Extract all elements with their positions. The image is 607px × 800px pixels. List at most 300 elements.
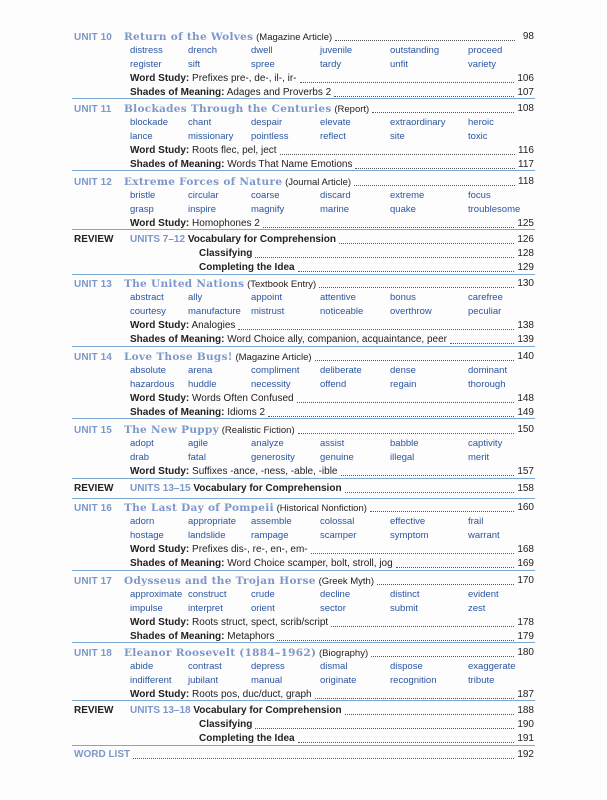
- unit-genre: (Journal Article): [285, 177, 352, 188]
- dot-leader: [255, 247, 514, 258]
- vocab-word: impulse: [130, 603, 163, 614]
- review-units: UNITS 13–18: [130, 705, 191, 716]
- review-title: [74, 247, 252, 261]
- subsection-label: Shades of Meaning:: [130, 631, 225, 642]
- vocab-word: genuine: [320, 452, 354, 463]
- vocab-word: decline: [320, 589, 351, 600]
- review-item: Completing the Idea: [199, 262, 295, 273]
- review-title: [74, 732, 295, 746]
- review-line: [74, 732, 534, 746]
- vocab-word: unfit: [390, 59, 408, 70]
- vocab-word: pointless: [251, 131, 289, 142]
- unit-entry: [74, 350, 534, 420]
- unit-title: Love Those Bugs!: [124, 351, 233, 363]
- vocab-word: originate: [320, 675, 357, 686]
- vocab-word-row: [74, 451, 534, 465]
- unit-number: UNIT 11: [74, 104, 112, 115]
- page-number: 168: [517, 544, 534, 555]
- dot-leader: [311, 543, 515, 554]
- unit-entry: [74, 102, 534, 172]
- unit-title: Extreme Forces of Nature: [124, 176, 283, 188]
- vocab-word: compliment: [251, 365, 300, 376]
- subsection-label: Shades of Meaning:: [130, 334, 225, 345]
- vocab-word: drab: [130, 452, 150, 463]
- review-line: [74, 233, 534, 247]
- page-number: 130: [517, 278, 534, 289]
- subsection-text: Roots struct, spect, scrib/script: [192, 617, 329, 628]
- page-number: 98: [522, 31, 534, 42]
- dot-leader: [450, 333, 514, 344]
- page-number: 106: [517, 73, 534, 84]
- subsection-line: [130, 543, 534, 557]
- subsection-text: Adages and Proverbs 2: [226, 87, 332, 98]
- vocab-word: quake: [390, 204, 416, 215]
- unit-entry: [74, 423, 534, 479]
- subsection-text: Metaphors: [227, 631, 275, 642]
- vocab-word: reflect: [320, 131, 346, 142]
- vocab-word: overthrow: [390, 306, 432, 317]
- subsection-line: [130, 465, 534, 479]
- subsection-text: Suffixes -ance, -ness, -able, -ible: [192, 466, 338, 477]
- vocab-word: despair: [251, 117, 283, 128]
- vocab-word: arena: [188, 365, 213, 376]
- subsection-label: Shades of Meaning:: [130, 159, 225, 170]
- dot-leader: [319, 277, 514, 288]
- dot-leader: [263, 217, 514, 228]
- unit-heading: [74, 350, 312, 365]
- vocab-word: magnify: [251, 204, 285, 215]
- page-number: 150: [517, 424, 534, 435]
- dot-leader: [377, 574, 514, 585]
- vocab-word: jubilant: [188, 675, 219, 686]
- vocab-word: generosity: [251, 452, 295, 463]
- dot-leader: [315, 350, 515, 361]
- vocab-word: attentive: [320, 292, 356, 303]
- vocab-word: bristle: [130, 190, 156, 201]
- subsection-title: [130, 557, 393, 571]
- section-divider: [72, 346, 535, 347]
- vocab-word: analyze: [251, 438, 284, 449]
- subsection-title: [130, 543, 308, 557]
- subsection-title: [130, 72, 297, 86]
- vocab-word-row: [74, 437, 534, 451]
- unit-entry: [74, 277, 534, 347]
- vocab-word-row: [74, 130, 534, 144]
- dot-leader: [238, 319, 514, 330]
- subsection-text: Word Choice scamper, bolt, stroll, jog: [227, 558, 393, 569]
- review-entry: [74, 233, 534, 275]
- review-title: [74, 261, 295, 275]
- review-entry: [74, 704, 534, 746]
- vocab-word: register: [130, 59, 162, 70]
- section-divider: [72, 570, 535, 571]
- dot-leader: [298, 423, 515, 434]
- unit-header-line: [74, 277, 534, 291]
- dot-leader: [298, 261, 515, 272]
- vocab-word: troublesome: [468, 204, 521, 215]
- page-number: 108: [517, 103, 534, 114]
- review-units: UNITS 7–12: [130, 234, 186, 245]
- review-title: [74, 704, 342, 718]
- unit-genre: (Biography): [319, 648, 369, 659]
- subsection-title: [130, 392, 294, 406]
- vocab-word: focus: [468, 190, 491, 201]
- vocab-word: adorn: [130, 516, 155, 527]
- page-number: 125: [517, 218, 534, 229]
- vocab-word: sift: [188, 59, 201, 70]
- dot-leader: [297, 392, 515, 403]
- vocab-word: appropriate: [188, 516, 237, 527]
- subsection-title: [130, 319, 235, 333]
- word-list-label: WORD LIST: [74, 749, 131, 760]
- vocab-word: assemble: [251, 516, 292, 527]
- unit-heading: [74, 501, 367, 516]
- unit-header-line: [74, 350, 534, 364]
- subsection-line: [130, 557, 534, 571]
- page-number: 188: [517, 705, 534, 716]
- section-divider: [72, 170, 535, 171]
- unit-number: UNIT 14: [74, 352, 112, 363]
- vocab-word: crude: [251, 589, 275, 600]
- vocab-word: extraordinary: [390, 117, 446, 128]
- subsection-label: Shades of Meaning:: [130, 87, 225, 98]
- vocab-word: huddle: [188, 379, 217, 390]
- vocab-word: captivity: [468, 438, 503, 449]
- vocab-word: discard: [320, 190, 351, 201]
- section-divider: [72, 418, 535, 419]
- vocab-word-row: [74, 674, 534, 688]
- dot-leader: [345, 482, 515, 493]
- subsection-label: Word Study:: [130, 617, 190, 628]
- page-number: 148: [517, 393, 534, 404]
- vocab-word: dense: [390, 365, 416, 376]
- dot-leader: [334, 86, 514, 97]
- unit-genre: (Realistic Fiction): [221, 425, 295, 436]
- dot-leader: [370, 501, 514, 512]
- unit-number: UNIT 13: [74, 279, 112, 290]
- unit-entry: [74, 574, 534, 644]
- unit-number: UNIT 17: [74, 576, 112, 587]
- vocab-word: distinct: [390, 589, 420, 600]
- vocab-word: fatal: [188, 452, 206, 463]
- subsection-label: Word Study:: [130, 544, 190, 555]
- subsection-label: Word Study:: [130, 393, 190, 404]
- section-divider: [72, 274, 535, 275]
- subsection-title: [130, 616, 328, 630]
- unit-header-line: [74, 574, 534, 588]
- vocab-word-row: [74, 529, 534, 543]
- dot-leader: [268, 406, 514, 417]
- vocab-word: hazardous: [130, 379, 175, 390]
- unit-number: UNIT 10: [74, 32, 112, 43]
- vocab-word: ally: [188, 292, 203, 303]
- subsection-text: Homophones 2: [192, 218, 260, 229]
- vocab-word: noticeable: [320, 306, 364, 317]
- vocab-word: dominant: [468, 365, 508, 376]
- vocab-word: drench: [188, 45, 218, 56]
- vocab-word: heroic: [468, 117, 494, 128]
- vocab-word: manufacture: [188, 306, 241, 317]
- unit-entry: [74, 175, 534, 231]
- dot-leader: [355, 158, 515, 169]
- vocab-word: approximate: [130, 589, 183, 600]
- page-number: 140: [517, 351, 534, 362]
- vocab-word: regain: [390, 379, 417, 390]
- page-number: 128: [517, 248, 534, 259]
- vocab-word: deliberate: [320, 365, 362, 376]
- unit-header-line: [74, 646, 534, 660]
- word-list-line: [74, 748, 534, 762]
- subsection-line: [130, 392, 534, 406]
- vocab-word: dwell: [251, 45, 273, 56]
- unit-number: UNIT 18: [74, 648, 112, 659]
- vocab-word: agile: [188, 438, 209, 449]
- page-number: 139: [517, 334, 534, 345]
- unit-heading: [74, 277, 316, 292]
- subsection-label: Word Study:: [130, 320, 190, 331]
- vocab-word-row: [74, 660, 534, 674]
- vocab-word: symptom: [390, 530, 429, 541]
- review-line: [74, 482, 534, 496]
- vocab-word: courtesy: [130, 306, 166, 317]
- vocab-word: appoint: [251, 292, 283, 303]
- subsection-line: [130, 144, 534, 158]
- vocab-word: zest: [468, 603, 486, 614]
- vocab-word: illegal: [390, 452, 415, 463]
- vocab-word-row: [74, 44, 534, 58]
- vocab-word: proceed: [468, 45, 503, 56]
- review-title: [74, 233, 336, 247]
- vocab-word: lance: [130, 131, 153, 142]
- unit-header-line: [74, 501, 534, 515]
- page-number: 160: [517, 502, 534, 513]
- dot-leader: [335, 30, 515, 41]
- unit-entry: [74, 646, 534, 702]
- dot-leader: [300, 72, 515, 83]
- dot-leader: [396, 557, 515, 568]
- subsection-text: Analogies: [191, 320, 236, 331]
- unit-number: UNIT 15: [74, 425, 112, 436]
- subsection-label: Word Study:: [130, 218, 190, 229]
- vocab-word: variety: [468, 59, 496, 70]
- vocab-word-row: [74, 291, 534, 305]
- subsection-line: [130, 72, 534, 86]
- review-units: UNITS 13–15: [130, 483, 191, 494]
- unit-genre: (Textbook Entry): [247, 279, 317, 290]
- review-entry: [74, 482, 534, 496]
- vocab-word: manual: [251, 675, 283, 686]
- review-label: REVIEW: [74, 234, 114, 245]
- subsection-text: Roots pos, duc/duct, graph: [192, 689, 312, 700]
- subsection-label: Shades of Meaning:: [130, 558, 225, 569]
- dot-leader: [341, 465, 515, 476]
- dot-leader: [345, 704, 515, 715]
- vocab-word: construct: [188, 589, 227, 600]
- page-number: 129: [517, 262, 534, 273]
- vocab-word-row: [74, 378, 534, 392]
- section-divider: [72, 498, 535, 499]
- vocab-word: extreme: [390, 190, 425, 201]
- page-number: 157: [517, 466, 534, 477]
- page-number: 178: [517, 617, 534, 628]
- vocab-word: grasp: [130, 204, 154, 215]
- dot-leader: [371, 646, 514, 657]
- unit-header-line: [74, 175, 534, 189]
- page-number: 187: [517, 689, 534, 700]
- vocab-word: tribute: [468, 675, 495, 686]
- dot-leader: [372, 102, 514, 113]
- subsection-title: [130, 144, 277, 158]
- vocab-word: bonus: [390, 292, 416, 303]
- subsection-text: Prefixes dis-, re-, en-, em-: [192, 544, 308, 555]
- vocab-word-row: [74, 116, 534, 130]
- section-divider: [72, 700, 535, 701]
- review-item: Classifying: [199, 248, 253, 259]
- subsection-title: [130, 333, 447, 347]
- review-item: Vocabulary for Comprehension: [193, 705, 342, 716]
- review-line: [74, 704, 534, 718]
- page-number: 180: [517, 647, 534, 658]
- vocab-word: offend: [320, 379, 347, 390]
- vocab-word: babble: [390, 438, 419, 449]
- unit-header-line: [74, 30, 534, 44]
- unit-heading: [74, 646, 368, 661]
- unit-title: The New Puppy: [124, 424, 219, 436]
- unit-header-line: [74, 102, 534, 116]
- review-title: [74, 718, 252, 732]
- vocab-word: abide: [130, 661, 154, 672]
- page-number: 158: [517, 483, 534, 494]
- vocab-word: dismal: [320, 661, 348, 672]
- unit-genre: (Historical Nonfiction): [276, 503, 367, 514]
- vocab-word: adopt: [130, 438, 154, 449]
- subsection-text: Idioms 2: [227, 407, 266, 418]
- subsection-text: Roots flec, pel, ject: [192, 145, 277, 156]
- vocab-word: outstanding: [390, 45, 440, 56]
- vocab-word: frail: [468, 516, 484, 527]
- dot-leader: [354, 175, 515, 186]
- vocab-word: peculiar: [468, 306, 502, 317]
- page-number: 149: [517, 407, 534, 418]
- vocab-word: indifferent: [130, 675, 172, 686]
- vocab-word-row: [74, 588, 534, 602]
- subsection-text: Prefixes pre-, de-, il-, ir-: [192, 73, 297, 84]
- vocab-word: site: [390, 131, 405, 142]
- section-divider: [72, 98, 535, 99]
- subsection-title: [130, 465, 338, 479]
- vocab-word: circular: [188, 190, 219, 201]
- section-divider: [72, 745, 535, 746]
- unit-genre: (Greek Myth): [318, 576, 374, 587]
- subsection-label: Word Study:: [130, 689, 190, 700]
- unit-heading: [74, 175, 351, 190]
- vocab-word: distress: [130, 45, 163, 56]
- vocab-word: juvenile: [320, 45, 353, 56]
- vocab-word: effective: [390, 516, 426, 527]
- unit-entry: [74, 30, 534, 100]
- review-item: Completing the Idea: [199, 733, 295, 744]
- unit-header-line: [74, 423, 534, 437]
- page-number: 107: [517, 87, 534, 98]
- vocab-word: recognition: [390, 675, 437, 686]
- page-number: 169: [517, 558, 534, 569]
- dot-leader: [339, 233, 514, 244]
- subsection-text: Words That Name Emotions: [227, 159, 353, 170]
- section-divider: [72, 478, 535, 479]
- unit-title: The Last Day of Pompeii: [124, 502, 274, 514]
- subsection-label: Word Study:: [130, 145, 190, 156]
- vocab-word: abstract: [130, 292, 164, 303]
- review-item: Vocabulary for Comprehension: [187, 234, 336, 245]
- vocab-word: interpret: [188, 603, 223, 614]
- vocab-word-row: [74, 189, 534, 203]
- unit-title: Blockades Through the Centuries: [124, 103, 332, 115]
- unit-entry: [74, 501, 534, 571]
- page-number: 116: [518, 145, 534, 156]
- vocab-word: marine: [320, 204, 350, 215]
- dot-leader: [298, 732, 515, 743]
- page-number: 190: [517, 719, 534, 730]
- vocab-word: missionary: [188, 131, 234, 142]
- vocab-word-row: [74, 602, 534, 616]
- review-line: [74, 718, 534, 732]
- page-number: 118: [518, 176, 534, 187]
- vocab-word-row: [74, 305, 534, 319]
- unit-title: The United Nations: [124, 278, 245, 290]
- vocab-word: rampage: [251, 530, 289, 541]
- unit-number: UNIT 16: [74, 503, 112, 514]
- vocab-word: orient: [251, 603, 275, 614]
- vocab-word: thorough: [468, 379, 506, 390]
- subsection-text: Word Choice ally, companion, acquaintance, peer: [227, 334, 447, 345]
- unit-heading: [74, 423, 295, 438]
- vocab-word-row: [74, 203, 534, 217]
- dot-leader: [280, 144, 515, 155]
- vocab-word: blockade: [130, 117, 169, 128]
- page-number: 179: [517, 631, 534, 642]
- word-list-entry: [74, 748, 534, 762]
- vocab-word: mistrust: [251, 306, 285, 317]
- vocab-word: merit: [468, 452, 490, 463]
- vocab-word: hostage: [130, 530, 164, 541]
- page-number: 192: [517, 749, 534, 760]
- vocab-word: dispose: [390, 661, 423, 672]
- page-number: 170: [517, 575, 534, 586]
- subsection-line: [130, 319, 534, 333]
- vocab-word: tardy: [320, 59, 342, 70]
- unit-title: Odysseus and the Trojan Horse: [124, 575, 316, 587]
- vocab-word: scamper: [320, 530, 357, 541]
- dot-leader: [277, 630, 514, 641]
- review-line: [74, 247, 534, 261]
- vocab-word: carefree: [468, 292, 503, 303]
- unit-title: Return of the Wolves: [124, 31, 254, 43]
- review-item: Vocabulary for Comprehension: [193, 483, 342, 494]
- dot-leader: [315, 688, 515, 699]
- section-divider: [72, 642, 535, 643]
- subsection-text: Words Often Confused: [192, 393, 294, 404]
- review-label: REVIEW: [74, 705, 114, 716]
- vocab-word: submit: [390, 603, 418, 614]
- unit-heading: [74, 102, 369, 117]
- vocab-word-row: [74, 515, 534, 529]
- review-title: [74, 482, 342, 496]
- unit-number: UNIT 12: [74, 177, 112, 188]
- unit-heading: [74, 30, 332, 45]
- subsection-line: [130, 616, 534, 630]
- vocab-word: toxic: [468, 131, 488, 142]
- vocab-word: elevate: [320, 117, 351, 128]
